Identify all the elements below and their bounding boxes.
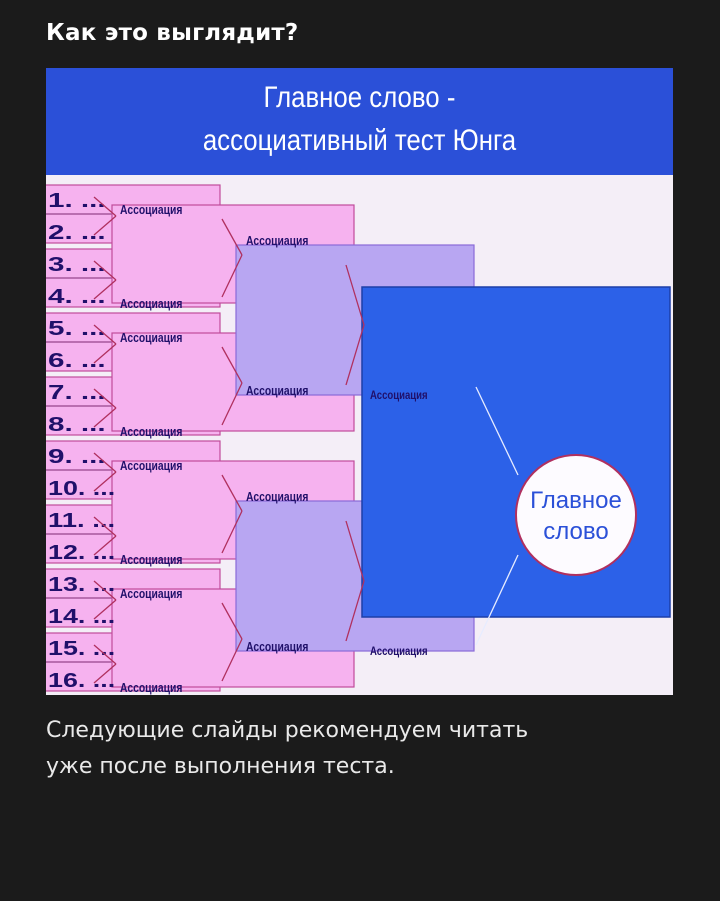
association-label-level-1: Ассоциация xyxy=(120,330,183,345)
item-number: 15. ... xyxy=(48,638,116,660)
item-number: 4. ... xyxy=(48,286,106,308)
association-label-level-2: Ассоциация xyxy=(246,383,309,398)
item-number: 14. ... xyxy=(48,606,116,628)
association-box-level-3 xyxy=(362,287,670,617)
association-label-level-3: Ассоциация xyxy=(370,388,428,402)
main-word-line-1: Главное xyxy=(530,487,622,514)
association-label-level-2: Ассоциация xyxy=(246,639,309,654)
association-label-level-1: Ассоциация xyxy=(120,424,183,439)
association-label-level-1: Ассоциация xyxy=(120,458,183,473)
item-number: 13. ... xyxy=(48,574,116,596)
item-number: 11. ... xyxy=(48,510,116,532)
association-label-level-2: Ассоциация xyxy=(246,489,309,504)
association-label-level-3: Ассоциация xyxy=(370,644,428,658)
slide-title-line-2: ассоциативный тест Юнга xyxy=(202,124,517,157)
slide-header xyxy=(46,68,673,175)
item-number: 3. ... xyxy=(48,254,106,276)
item-number: 10. ... xyxy=(48,478,116,500)
association-label-level-1: Ассоциация xyxy=(120,586,183,601)
item-number: 7. ... xyxy=(48,382,106,404)
item-number: 6. ... xyxy=(48,350,106,372)
association-label-level-1: Ассоциация xyxy=(120,202,183,217)
main-word-line-2: слово xyxy=(543,518,609,545)
item-number: 9. ... xyxy=(48,446,106,468)
association-diagram xyxy=(46,175,673,695)
post-caption xyxy=(46,713,686,785)
item-number: 12. ... xyxy=(48,542,116,564)
association-label-level-1: Ассоциация xyxy=(120,552,183,567)
item-number: 16. ... xyxy=(48,670,116,692)
item-number: 8. ... xyxy=(48,414,106,436)
association-diagram-svg xyxy=(46,175,673,695)
slide-title-line-1: Главное слово - xyxy=(263,81,456,114)
caption-line-1: Следующие слайды рекомендуем читать xyxy=(46,718,529,743)
post-heading: Как это выглядит? xyxy=(46,20,299,46)
association-label-level-1: Ассоциация xyxy=(120,680,183,695)
item-number: 5. ... xyxy=(48,318,106,340)
slide-image xyxy=(46,68,673,695)
item-number: 2. ... xyxy=(48,222,106,244)
association-label-level-1: Ассоциация xyxy=(120,296,183,311)
association-label-level-2: Ассоциация xyxy=(246,233,309,248)
main-word-circle xyxy=(516,455,636,575)
caption-line-2: уже после выполнения теста. xyxy=(46,754,395,779)
item-number: 1. ... xyxy=(48,190,106,212)
